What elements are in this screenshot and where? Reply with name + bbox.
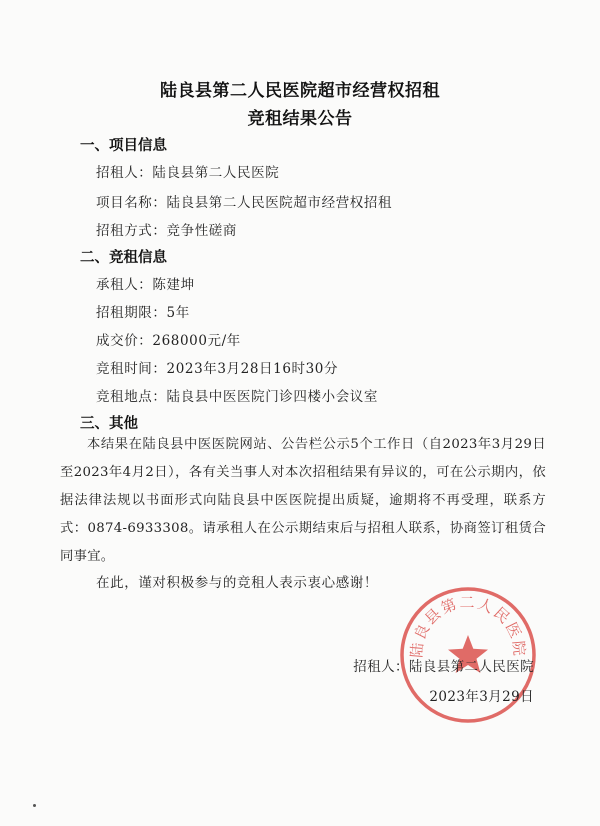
signature-issuer: 招租人：陆良县第二人民医院 (353, 659, 534, 675)
seal-text: 陆良县第二人民医院 (407, 593, 529, 659)
thanks-line: 在此，谨对积极参与的竞租人表示衷心感谢！ (96, 575, 378, 591)
section-heading-other: 三、其他 (80, 416, 138, 432)
info-method: 招租方式：竞争性磋商 (96, 223, 237, 239)
info-bid-time: 竞租时间：2023年3月28日16时30分 (96, 361, 339, 377)
title-line-1: 陆良县第二人民医院超市经营权招租 (160, 81, 440, 101)
section-heading-project-info: 一、项目信息 (80, 138, 167, 154)
notice-paragraph: 本结果在陆良县中医医院网站、公告栏公示5个工作日（自2023年3月29日至2023年4月2日），各有关当事人对本次招租结果有异议的，可在公示期内，依据法律法规以书面形式向陆良县中医医院提出质疑，逾期将不再受理，联系方式：0874-6933308。请承租人在公示期结束后与招租人联系，协商签订租赁合同事宜。 (60, 437, 546, 564)
section-heading-bid-info: 二、竞租信息 (80, 250, 167, 266)
info-price: 成交价：268000元/年 (96, 333, 241, 349)
signature-date: 2023年3月29日 (429, 689, 534, 705)
scan-speck (33, 804, 36, 807)
info-lessor: 招租人：陆良县第二人民医院 (96, 165, 280, 181)
info-bid-place: 竞租地点：陆良县中医医院门诊四楼小会议室 (96, 389, 378, 405)
info-project-name: 项目名称：陆良县第二人民医院超市经营权招租 (96, 195, 393, 211)
info-term: 招租期限：5年 (96, 305, 190, 321)
info-lessee: 承租人：陈建坤 (96, 277, 195, 293)
title-line-2: 竞租结果公告 (247, 109, 353, 129)
